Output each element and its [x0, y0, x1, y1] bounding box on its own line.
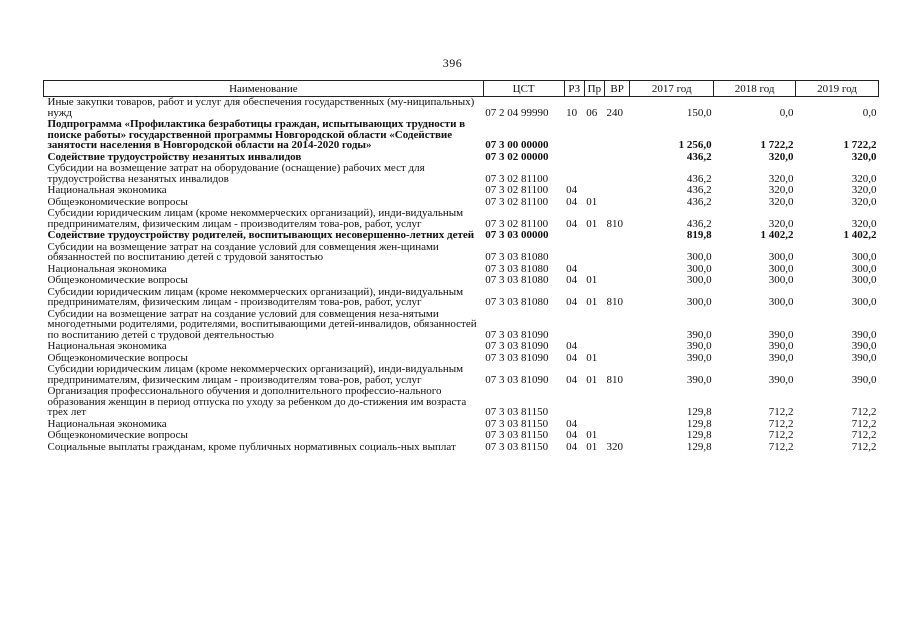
cell-name: Содействие трудоустройству родителей, воспитывающих несовершенно-летних детей: [47, 229, 475, 241]
cell-name: Субсидии юридическим лицам (кроме некоммерческих организаций), инди-видуальным предпринимателям, физическим лицам - производителям това-ров, работ, услуг: [47, 285, 464, 308]
cell-name: Иные закупки товаров, работ и услуг для обеспечения государственных (му-ниципальных) нужд: [47, 96, 475, 119]
cell-2018: 320,0: [768, 184, 794, 196]
cell-name: Социальные выплаты гражданам, кроме публичных нормативных социаль-ных выплат: [47, 440, 456, 453]
cell-2018: 390,0: [768, 351, 794, 364]
cell-name: Национальная экономика: [47, 417, 167, 430]
table-row: [44, 309, 879, 342]
col-header-cst: ЦСТ: [483, 81, 564, 97]
cell-rz: [564, 230, 584, 242]
cell-name: Подпрограмма «Профилактика безработицы граждан, испытывающих трудности в поиске работы» государственной программы Новгородской области «Содействие занятости населения в Новгородской области на 2014-2020 годы»: [47, 118, 466, 151]
col-header-2019: 2019 год: [796, 81, 879, 97]
cell-name: Субсидии на возмещение затрат на оборудование (оснащение) рабочих мест для трудоустройства незанятых инвалидов: [47, 162, 425, 185]
col-header-vr: ВР: [605, 81, 630, 97]
col-header-2017: 2017 год: [630, 81, 714, 97]
table-row: [44, 230, 879, 242]
cell-2017: 300,0: [686, 274, 712, 286]
cell-cst: 07 3 03 81150: [485, 429, 549, 441]
cell-vr: [605, 230, 630, 242]
cell-vr: 810: [606, 296, 623, 308]
cell-pr: [584, 185, 604, 197]
cell-cst: 07 3 02 81100: [485, 172, 549, 185]
cell-2018: 712,2: [768, 440, 794, 453]
col-header-name: Наименование: [44, 81, 484, 97]
cell-name: Субсидии на возмещение затрат на создание условий для совмещения жен-щинами обязанностей по воспитанию детей с трудовой занятостью: [47, 240, 439, 263]
cell-vr: [605, 353, 630, 365]
cell-rz: [564, 163, 584, 185]
cell-name: Общеэкономические вопросы: [47, 429, 188, 441]
cell-name: Национальная экономика: [47, 184, 167, 196]
cell-2019: 320,0: [851, 150, 877, 163]
cell-2019: 390,0: [851, 351, 877, 364]
cell-2018: 390,0: [768, 328, 794, 341]
cell-name: Национальная экономика: [47, 340, 167, 352]
cell-2017: 300,0: [686, 262, 712, 275]
table-row: [44, 364, 879, 386]
cell-pr: 01: [586, 440, 598, 453]
cell-vr: [605, 197, 630, 209]
cell-pr: 01: [586, 429, 598, 441]
cell-2017: 129,8: [686, 440, 712, 453]
cell-name: Субсидии юридическим лицам (кроме некоммерческих организаций), инди-видуальным предпринимателям, физическим лицам - производителям това-ров, работ, услуг: [47, 207, 464, 230]
cell-cst: 07 3 03 81080: [485, 296, 549, 308]
cell-2019: 712,2: [851, 417, 877, 430]
cell-2017: 300,0: [686, 296, 712, 308]
cell-cst: 07 3 03 81150: [485, 417, 549, 430]
cell-rz: 04: [566, 429, 578, 441]
cell-vr: [605, 430, 630, 442]
cell-vr: 810: [606, 373, 623, 386]
cell-cst: 07 3 02 81100: [485, 195, 549, 208]
cell-2019: 0,0: [862, 106, 877, 119]
table-header-row: [44, 81, 879, 97]
cell-2019: 390,0: [851, 373, 877, 386]
cell-pr: [584, 386, 604, 419]
cell-name: Содействие трудоустройству незанятых инвалидов: [47, 150, 302, 163]
cell-vr: 320: [606, 440, 623, 453]
table-row: [44, 287, 879, 309]
cell-2019: 320,0: [851, 217, 877, 230]
table-row: [44, 97, 879, 120]
cell-2017: 129,8: [686, 429, 712, 441]
cell-vr: [605, 386, 630, 419]
cell-pr: 06: [586, 106, 598, 119]
cell-2017: 390,0: [686, 340, 712, 352]
cell-pr: [584, 309, 604, 342]
cell-name: Общеэкономические вопросы: [47, 274, 188, 286]
cell-vr: [605, 419, 630, 431]
cell-cst: 07 3 03 81090: [485, 340, 549, 352]
cell-2019: 390,0: [851, 340, 877, 352]
cell-name: Общеэкономические вопросы: [47, 351, 188, 364]
col-header-pr: Пр: [584, 81, 604, 97]
cell-2018: 0,0: [779, 106, 794, 119]
cell-2017: 819,8: [686, 229, 712, 241]
cell-cst: 07 3 03 81090: [485, 328, 549, 341]
cell-cst: 07 3 03 81150: [485, 440, 549, 453]
cell-2017: 436,2: [686, 172, 712, 185]
col-header-rz: РЗ: [564, 81, 584, 97]
table-row: [44, 341, 879, 353]
cell-2018: 1 722,2: [760, 139, 794, 151]
cell-cst: 07 3 00 00000: [485, 139, 549, 151]
cell-rz: 04: [566, 274, 578, 286]
cell-cst: 07 3 03 00000: [485, 229, 549, 241]
cell-2017: 129,8: [686, 417, 712, 430]
cell-pr: 01: [586, 351, 598, 364]
cell-rz: 04: [566, 217, 578, 230]
cell-cst: 07 3 03 81080: [485, 274, 549, 286]
cell-vr: [605, 185, 630, 197]
cell-vr: [605, 341, 630, 353]
col-header-2018: 2018 год: [714, 81, 796, 97]
cell-2017: 436,2: [686, 184, 712, 196]
cell-2019: 712,2: [851, 429, 877, 441]
cell-2018: 300,0: [768, 274, 794, 286]
cell-rz: 04: [566, 351, 578, 364]
cell-2019: 320,0: [851, 195, 877, 208]
cell-2018: 1 402,2: [760, 229, 794, 241]
cell-name: Общеэкономические вопросы: [47, 195, 188, 208]
cell-vr: [605, 275, 630, 287]
table-row: [44, 442, 879, 454]
cell-2018: 320,0: [768, 172, 794, 185]
cell-2019: 300,0: [851, 274, 877, 286]
cell-2018: 390,0: [768, 340, 794, 352]
cell-pr: 01: [586, 217, 598, 230]
cell-2019: 300,0: [851, 262, 877, 275]
cell-2017: 436,2: [686, 217, 712, 230]
cell-rz: 04: [566, 373, 578, 386]
cell-rz: 10: [566, 106, 578, 119]
table-row: [44, 163, 879, 185]
table-row: [44, 208, 879, 230]
cell-2018: 300,0: [768, 262, 794, 275]
cell-cst: 07 3 03 81150: [485, 406, 549, 418]
cell-cst: 07 3 02 00000: [485, 150, 549, 163]
cell-2017: 390,0: [686, 351, 712, 364]
cell-2017: 436,2: [686, 195, 712, 208]
cell-vr: 810: [606, 217, 623, 230]
cell-2019: 712,2: [851, 406, 877, 418]
cell-pr: [584, 230, 604, 242]
cell-rz: 04: [566, 195, 578, 208]
cell-vr: [605, 309, 630, 342]
cell-2019: 320,0: [851, 184, 877, 196]
cell-rz: 04: [566, 440, 578, 453]
cell-2018: 300,0: [768, 296, 794, 308]
cell-vr: [605, 152, 630, 164]
cell-2019: 300,0: [851, 296, 877, 308]
cell-vr: [605, 242, 630, 264]
cell-vr: 240: [606, 106, 623, 119]
cell-2017: 390,0: [686, 328, 712, 341]
cell-2017: 436,2: [686, 150, 712, 163]
cell-2018: 320,0: [768, 195, 794, 208]
cell-2019: 712,2: [851, 440, 877, 453]
cell-rz: 04: [566, 262, 578, 275]
cell-name: Субсидии юридическим лицам (кроме некоммерческих организаций), инди-видуальным предпринимателям, физическим лицам - производителям това-ров, работ, услуг: [47, 363, 464, 386]
cell-vr: [605, 119, 630, 152]
cell-cst: 07 3 02 81100: [485, 217, 549, 230]
table-row: [44, 386, 879, 419]
cell-2017: 390,0: [686, 373, 712, 386]
cell-2019: 300,0: [851, 251, 877, 263]
cell-name: Национальная экономика: [47, 262, 167, 275]
cell-cst: 07 3 03 81080: [485, 262, 549, 275]
cell-pr: 01: [586, 373, 598, 386]
cell-cst: 07 2 04 99990: [485, 106, 549, 119]
table-row: [44, 119, 879, 152]
cell-rz: [564, 309, 584, 342]
cell-cst: 07 3 03 81090: [485, 351, 549, 364]
cell-pr: [584, 119, 604, 152]
cell-pr: [584, 341, 604, 353]
cell-pr: [584, 152, 604, 164]
cell-2017: 129,8: [686, 406, 712, 418]
cell-rz: [564, 386, 584, 419]
cell-2019: 390,0: [851, 328, 877, 341]
cell-name: Организация профессионального обучения и дополнительного профессио-нального образования женщин в период отпуска по уходу за ребенком до до-стижения им возраста трех лет: [47, 385, 467, 418]
budget-table: [43, 80, 879, 453]
cell-2017: 300,0: [686, 251, 712, 263]
cell-rz: [564, 152, 584, 164]
cell-rz: [564, 242, 584, 264]
cell-rz: 04: [566, 184, 578, 196]
cell-cst: 07 3 02 81100: [485, 184, 549, 196]
cell-name: Субсидии на возмещение затрат на создание условий для совмещения неза-нятыми многодетными родителями, родителями, воспитывающими детей-инвалидов, обязанностей по воспитанию детей с трудовой деятельностью: [47, 307, 477, 341]
cell-vr: [605, 264, 630, 276]
cell-2018: 712,2: [768, 406, 794, 418]
cell-2018: 712,2: [768, 429, 794, 441]
cell-2019: 1 402,2: [843, 229, 877, 241]
cell-pr: 01: [586, 296, 598, 308]
cell-2017: 1 256,0: [678, 139, 712, 151]
cell-cst: 07 3 03 81080: [485, 251, 549, 263]
page-number: 396: [442, 56, 463, 70]
cell-rz: [564, 119, 584, 152]
cell-2018: 320,0: [768, 150, 794, 163]
cell-2019: 1 722,2: [843, 139, 877, 151]
cell-2018: 390,0: [768, 373, 794, 386]
cell-rz: 04: [566, 340, 578, 352]
table-row: [44, 185, 879, 197]
cell-pr: 01: [586, 195, 598, 208]
cell-rz: 04: [566, 417, 578, 430]
cell-2017: 150,0: [686, 106, 712, 119]
cell-rz: 04: [566, 296, 578, 308]
cell-cst: 07 3 03 81090: [485, 373, 549, 386]
cell-2018: 712,2: [768, 417, 794, 430]
cell-pr: [584, 163, 604, 185]
table-row: [44, 430, 879, 442]
table-row: [44, 275, 879, 287]
cell-pr: [584, 242, 604, 264]
table-row: [44, 242, 879, 264]
cell-vr: [605, 163, 630, 185]
cell-2018: 320,0: [768, 217, 794, 230]
cell-2018: 300,0: [768, 251, 794, 263]
cell-2019: 320,0: [851, 172, 877, 185]
cell-pr: 01: [586, 274, 598, 286]
table-body: [44, 97, 879, 454]
